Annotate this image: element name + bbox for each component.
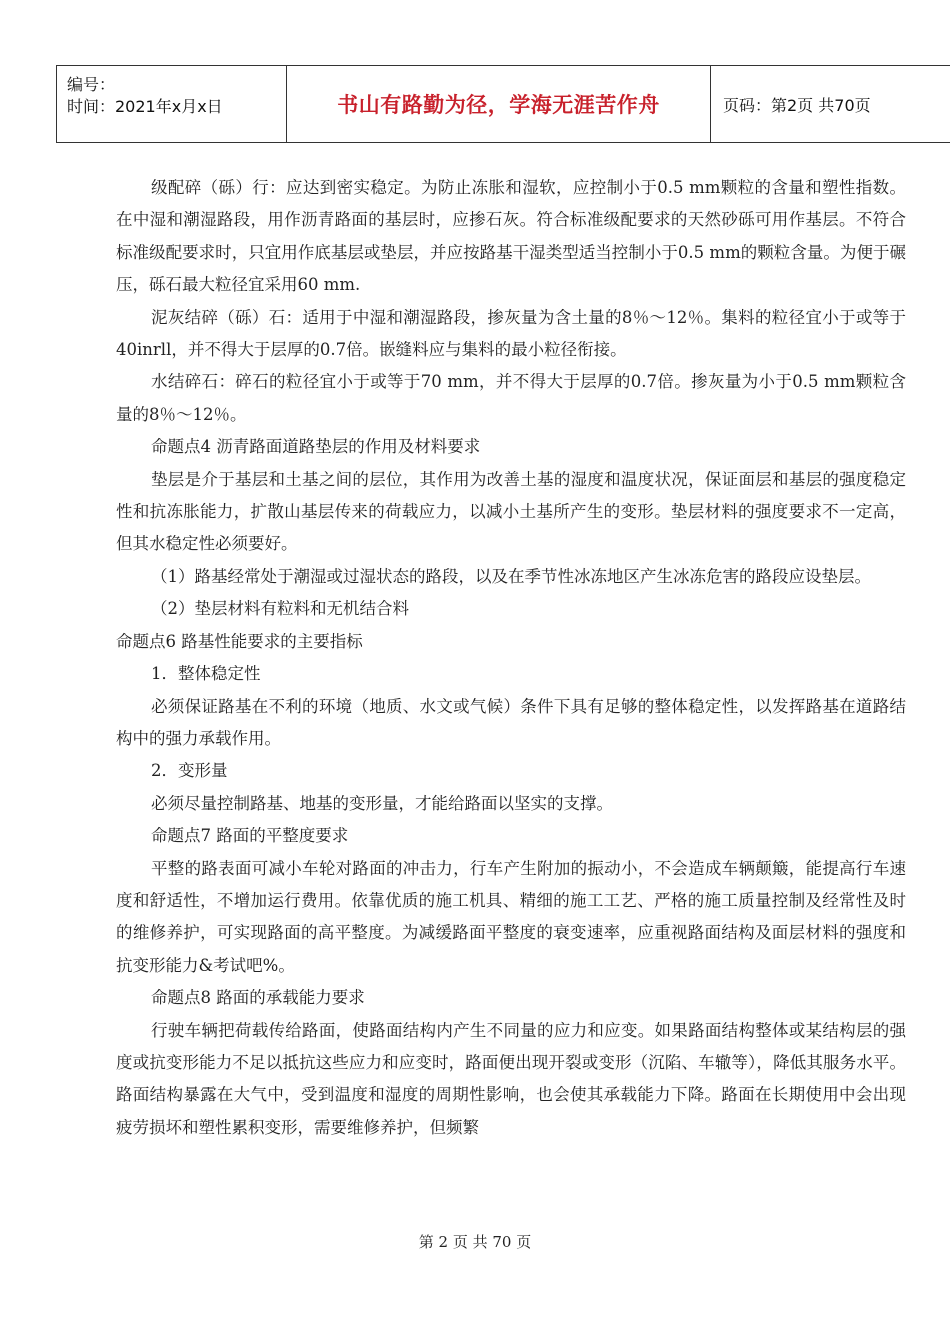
header-page-info: 页码：第2页 共70页 [723, 95, 871, 115]
paragraph: 必须保证路基在不利的环境（地质、水文或气候）条件下具有足够的整体稳定性，以发挥路基在道路结构中的强力承载作用。 [116, 696, 906, 748]
header-right-cell [711, 66, 950, 142]
list-item: （1）路基经常处于潮湿或过湿状态的路段，以及在季节性冰冻地区产生冰冻危害的路段应设垫层。 [151, 566, 871, 586]
document-body [116, 172, 906, 1144]
page-footer: 第 2 页 共 70 页 [418, 1233, 532, 1251]
section-heading: 命题点6 路基性能要求的主要指标 [116, 631, 363, 651]
section-heading: 命题点8 路面的承载能力要求 [151, 988, 365, 1008]
header-motto-cell [286, 66, 711, 142]
paragraph: 水结碎石：碎石的粒径宜小于或等于70 mm，并不得大于层厚的0.7倍。掺灰量为小于0.5 mm颗粒含量的8％～12％。 [116, 372, 906, 424]
paragraph: 垫层是介于基层和土基之间的层位，其作用为改善土基的湿度和温度状况，保证面层和基层的强度稳定性和抗冻胀能力，扩散山基层传来的荷载应力，以减小土基所产生的变形。垫层材料的强度要求不一定高，但其水稳定性必须要好。 [116, 469, 906, 554]
list-item: （2）垫层材料有粒料和无机结合料 [151, 599, 409, 619]
document-number-label: 编号： [67, 75, 116, 94]
header-motto: 书山有路勤为径，学海无涯苦作舟 [337, 93, 660, 117]
subsection-heading: 1．整体稳定性 [151, 664, 261, 684]
paragraph: 泥灰结碎（砾）石：适用于中湿和潮湿路段，掺灰量为含土量的8％～12％。集料的粒径宜小于或等于40inrll，并不得大于层厚的0.7倍。嵌缝料应与集料的最小粒径衔接。 [116, 307, 906, 360]
paragraph: 必须尽量控制路基、地基的变形量，才能给路面以坚实的支撑。 [151, 793, 613, 813]
section-heading: 命题点7 路面的平整度要求 [151, 826, 349, 846]
paragraph: 行驶车辆把荷载传给路面，使路面结构内产生不同量的应力和应变。如果路面结构整体或某结构层的强度或抗变形能力不足以抵抗这些应力和应变时，路面便出现开裂或变形（沉陷、车辙等），降低其服务水平。路面结构暴露在大气中，受到温度和湿度的周期性影响，也会使其承载能力下降。路面在长期使用中会出现疲劳损坏和塑性累积变形，需要维修养护，但频繁 [116, 1020, 906, 1137]
header-left-cell [56, 66, 286, 142]
subsection-heading: 2．变形量 [151, 761, 228, 781]
section-heading: 命题点4 沥青路面道路垫层的作用及材料要求 [151, 437, 481, 457]
paragraph: 级配碎（砾）行：应达到密实稳定。为防止冻胀和湿软，应控制小于0.5 mm颗粒的含量和塑性指数。在中湿和潮湿路段，用作沥青路面的基层时，应掺石灰。符合标准级配要求的天然砂砾可用作基层。不符合标准级配要求时，只宜用作底基层或垫层，并应按路基干湿类型适当控制小于0.5 mm的颗粒含量。为便于碾压，砾石最大粒径宜采用60 mm. [116, 178, 906, 295]
page-header [56, 65, 950, 143]
paragraph: 平整的路表面可减小车轮对路面的冲击力，行车产生附加的振动小，不会造成车辆颠簸，能提高行车速度和舒适性，不增加运行费用。依靠优质的施工机具、精细的施工工艺、严格的施工质量控制及经常性及时的维修养护，可实现路面的高平整度。为减缓路面平整度的衰变速率，应重视路面结构及面层材料的强度和抗变形能力&考试吧%。 [116, 858, 906, 975]
document-time-label: 时间：2021年x月x日 [67, 97, 223, 116]
